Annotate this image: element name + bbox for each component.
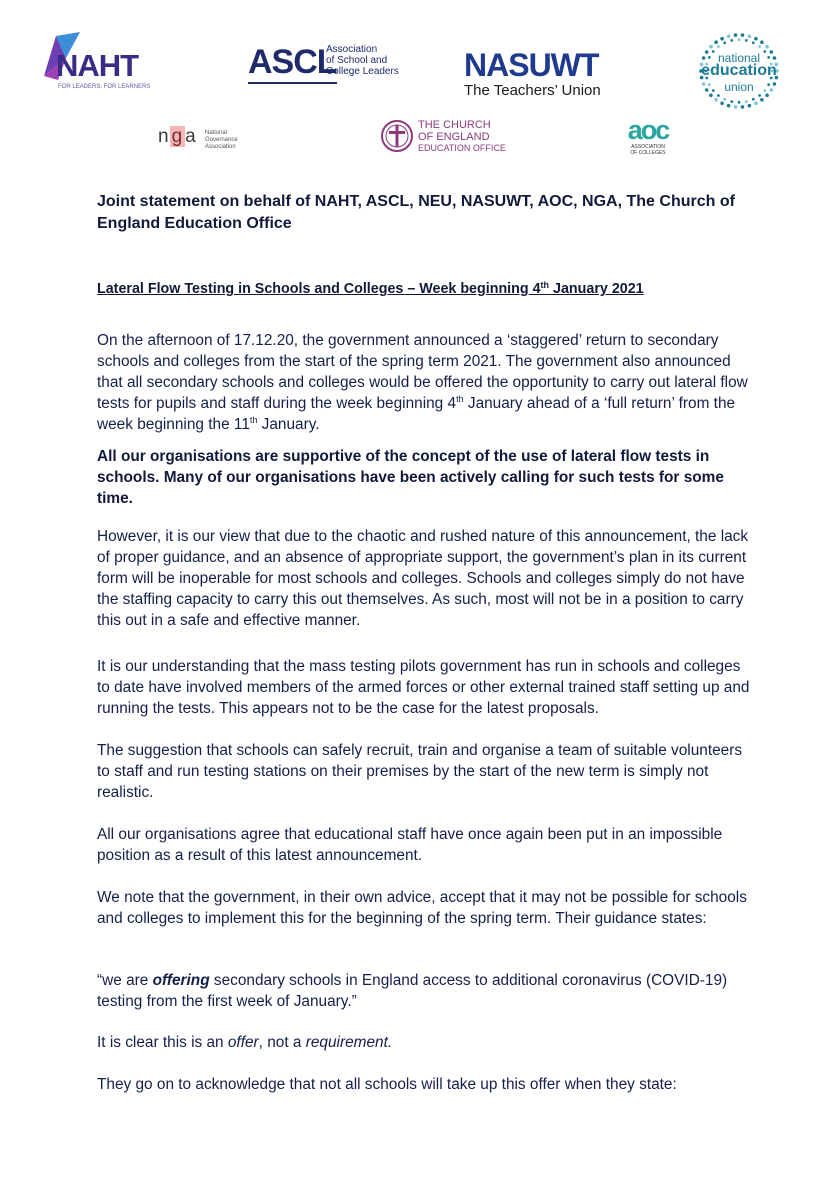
coe-line-3: EDUCATION OFFICE <box>418 143 506 153</box>
church-of-england-logo <box>380 118 515 158</box>
neu-ring-dot <box>734 105 738 109</box>
nasuwt-logo <box>464 48 614 100</box>
neu-logo <box>690 30 788 112</box>
neu-ring-dot <box>760 98 764 102</box>
ordinal-suffix: th <box>456 394 464 404</box>
coe-line-2: OF ENGLAND <box>418 131 490 143</box>
paragraph-support: All our organisations are supportive of the concept of the use of lateral flow tests in schools. Many of our organisations have been actively calling for such tests for some time. <box>97 448 724 507</box>
aoc-logo <box>614 116 682 162</box>
paragraph-text: January ahead of a ‘full return’ from the week beginning the 11 <box>97 395 736 433</box>
neu-ring-dot <box>709 94 713 98</box>
paragraph-impossible-position: All our organisations agree that educational staff have once again been put in an impossible position as a result of this latest announcement. <box>97 826 723 864</box>
neu-ring-dot <box>754 37 758 41</box>
ascl-wordmark: ASCL <box>248 42 337 84</box>
subheading-text: Lateral Flow Testing in Schools and Colleges – Week beginning 4 <box>97 281 541 297</box>
naht-tagline: FOR LEADERS, FOR LEARNERS <box>58 84 151 90</box>
nga-wordmark <box>158 126 197 148</box>
neu-ring-dot <box>741 33 745 37</box>
statement-heading: Joint statement on behalf of NAHT, ASCL, NEU, NASUWT, AOC, NGA, The Church of England Education Office <box>97 193 735 232</box>
neu-ring-dot <box>734 33 738 37</box>
logo-row-bottom <box>0 110 840 166</box>
quote-text: secondary schools in England access to additional coronavirus (COVID-19) testing from the first week of January.” <box>97 972 728 1010</box>
nga-fullname <box>205 130 265 151</box>
coe-line-1: THE CHURCH <box>418 119 491 131</box>
neu-ring-dot <box>730 39 733 42</box>
paragraph-announcement <box>97 330 757 435</box>
ordinal-suffix: th <box>249 415 258 425</box>
neu-ring-dot <box>765 94 769 98</box>
statement-subheading <box>97 279 757 299</box>
paragraph-offer-not-requirement <box>97 1032 757 1053</box>
ordinal-suffix: th <box>540 280 550 290</box>
neu-word-education: education <box>701 62 777 79</box>
quote-text: “we are <box>97 972 153 989</box>
ascl-fullname-line: Association <box>326 44 378 55</box>
nga-fullname-line: National <box>205 130 228 136</box>
quote-emphasis: offering <box>152 972 210 989</box>
neu-word-union: union <box>724 80 754 94</box>
neu-ring-dot <box>709 45 713 49</box>
ascl-fullname <box>326 44 406 77</box>
aoc-fullname-line: OF COLLEGES <box>630 150 666 156</box>
paragraph-concerns: However, it is our view that due to the chaotic and rushed nature of this announcement, the lack of proper guidance, and an absence of appropriate support, the government’s plan in its current form will be inoperable for most schools and colleges. Schools and colleges simply do not have the staffing capacity to carry this out themselves. As such, most will not be in a position to carry this out in a safe and effective manner. <box>97 528 749 629</box>
neu-ring-dot <box>738 101 741 104</box>
neu-ring-dot <box>745 39 748 42</box>
paragraph-text: It is clear this is an <box>97 1034 228 1051</box>
neu-ring-dot <box>748 104 752 108</box>
paragraph-text: , not a <box>258 1034 306 1051</box>
logo-row-top <box>0 14 840 104</box>
neu-ring-dot <box>717 45 720 48</box>
neu-ring-dot <box>723 41 726 44</box>
neu-ring-dot <box>714 40 718 44</box>
emphasis-requirement: requirement. <box>305 1034 393 1051</box>
ascl-logo <box>248 42 398 94</box>
paragraph-government-advice: We note that the government, in their own advice, accept that it may not be possible for schools and colleges to implement this for the beginning of the spring term. Their guidance states: <box>97 889 747 927</box>
neu-ring-dot <box>758 94 761 97</box>
neu-ring-dot <box>727 104 731 108</box>
neu-ring-dot <box>748 35 752 39</box>
nga-letter: g <box>171 126 184 147</box>
neu-ring-dot <box>714 98 718 102</box>
neu-ring-dot <box>720 37 724 41</box>
ascl-fullname-line: College Leaders <box>326 66 399 77</box>
neu-ring-dot <box>754 102 758 106</box>
aoc-fullname-line: ASSOCIATION <box>631 144 665 150</box>
neu-ring-dot <box>752 98 755 101</box>
nasuwt-tagline: The Teachers’ Union <box>464 82 601 99</box>
subheading-text: January 2021 <box>549 281 644 297</box>
neu-ring-dot <box>717 94 720 97</box>
neu-word-national: national <box>717 51 761 65</box>
neu-ring-dot <box>741 105 745 109</box>
neu-ring-dot <box>738 38 741 41</box>
naht-logo <box>36 28 156 96</box>
nasuwt-wordmark: NASUWT <box>464 47 599 83</box>
neu-ring-dot <box>745 100 748 103</box>
nga-letter: a <box>185 126 197 147</box>
nga-letter: n <box>158 126 170 147</box>
neu-ring-dot <box>752 41 755 44</box>
neu-ring-dot <box>760 40 764 44</box>
paragraph-pilots: It is our understanding that the mass testing pilots government has run in schools and colleges to date have involved members of the armed forces or other external trained staff setting up and running the tests. This appears not to be the case for the latest proposals. <box>97 658 750 717</box>
neu-ring-dot <box>730 100 733 103</box>
church-cross-emblem-icon <box>380 118 414 154</box>
paragraph-acknowledge: They go on to acknowledge that not all schools will take up this offer when they state: <box>97 1076 677 1093</box>
neu-ring-dot <box>727 35 731 39</box>
nga-fullname-line: Governance <box>205 137 238 143</box>
ascl-fullname-line: of School and <box>326 55 388 66</box>
nga-logo <box>158 124 268 156</box>
paragraph-text: On the afternoon of 17.12.20, the government announced a ‘staggered’ return to secondary schools and colleges from the start of the spring term 2021. The government also announced that all secondary schools and colleges would be offered the opportunity to carry out lateral flow tests for pupils and staff during the week beginning 4 <box>97 332 748 412</box>
neu-ring-dot <box>758 45 761 48</box>
aoc-wordmark: aoc <box>627 115 669 145</box>
nga-fullname-line: Association <box>205 144 236 150</box>
paragraph-guidance-quote <box>97 970 757 1012</box>
neu-ring-dot <box>720 102 724 106</box>
neu-ring-dot <box>765 45 769 49</box>
paragraph-text: January. <box>257 416 320 433</box>
emphasis-offer: offer <box>227 1034 259 1051</box>
naht-wordmark: NAHT <box>56 48 139 83</box>
neu-ring-dot <box>723 98 726 101</box>
paragraph-volunteers: The suggestion that schools can safely recruit, train and organise a team of suitable volunteers to staff and run testing stations on their premises by the start of the new term is simply not realistic. <box>97 742 743 801</box>
